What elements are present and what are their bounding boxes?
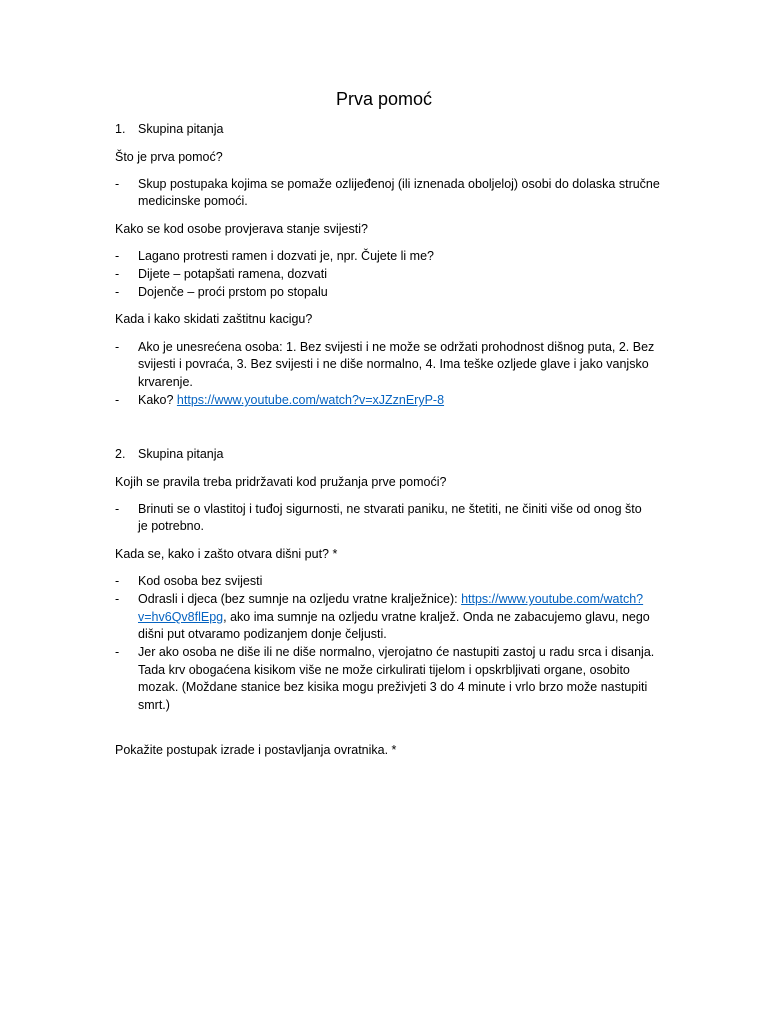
answer-line: Jer ako osoba ne diše ili ne diše normalno, vjerojatno će nastupiti zastoj u radu srca i disanja. xyxy=(138,645,655,659)
answer-line xyxy=(138,609,650,627)
answer-line xyxy=(138,392,444,410)
section-1-heading: Skupina pitanja xyxy=(138,122,224,136)
bullet-dash: - xyxy=(115,267,120,281)
youtube-link-continued[interactable]: v=hv6Qv8flEpg xyxy=(138,610,224,624)
question-2-2: Kada se, kako i zašto otvara dišni put? * xyxy=(115,547,338,561)
bullet-dash: - xyxy=(115,592,120,606)
answer-line: dišni put otvaramo podizanjem donje čeljusti. xyxy=(138,627,387,641)
answer-line: medicinske pomoći. xyxy=(138,194,248,208)
answer-line: Tada krv obogaćena kisikom više ne može cirkulirati tijelom i opskrbljivati organe, osobito xyxy=(138,663,630,677)
bullet-dash: - xyxy=(115,393,120,407)
list-item: Kod osoba bez svijesti xyxy=(138,574,263,588)
bullet-dash: - xyxy=(115,285,120,299)
answer-line: je potrebno. xyxy=(138,519,205,533)
bullet-dash: - xyxy=(115,645,120,659)
question-2-1: Kojih se pravila treba pridržavati kod pružanja prve pomoći? xyxy=(115,475,447,489)
bullet-dash: - xyxy=(115,249,120,263)
page-title: Prva pomoć xyxy=(335,89,433,109)
question-1-3: Kada i kako skidati zaštitnu kacigu? xyxy=(115,312,313,326)
answer-line: smrt.) xyxy=(138,698,170,712)
answer-line: Brinuti se o vlastitoj i tuđoj sigurnosti, ne stvarati paniku, ne štetiti, ne činiti više od onog što xyxy=(138,502,642,516)
youtube-link[interactable]: https://www.youtube.com/watch? xyxy=(461,592,644,606)
section-1-number: 1. xyxy=(115,122,126,136)
section-2-heading: Skupina pitanja xyxy=(138,447,224,461)
answer-line: svijesti i povraća, 3. Bez svijesti i ne diše normalno, 4. Ima teške ozljede glave i jako vanjsko xyxy=(138,357,649,371)
bullet-dash: - xyxy=(115,502,120,516)
list-item: Dijete – potapšati ramena, dozvati xyxy=(138,267,327,281)
bullet-dash: - xyxy=(115,340,120,354)
answer-line: Ako je unesrećena osoba: 1. Bez svijesti i ne može se održati prohodnost dišnog puta, 2. Bez xyxy=(138,340,655,354)
answer-prefix: Kako? xyxy=(138,393,177,407)
question-1-1: Što je prva pomoć? xyxy=(115,150,223,164)
answer-line xyxy=(138,591,643,609)
answer-line: mozak. (Moždane stanice bez kisika mogu preživjeti 3 do 4 minute i vrlo brzo može nastupiti xyxy=(138,680,648,694)
question-1-2: Kako se kod osobe provjerava stanje svijesti? xyxy=(115,222,368,236)
answer-line: Skup postupaka kojima se pomaže ozlijeđenoj (ili iznenada oboljeloj) osobi do dolaska stručne xyxy=(138,177,660,191)
section-2-number: 2. xyxy=(115,447,126,461)
list-item: Lagano protresti ramen i dozvati je, npr. Čujete li me? xyxy=(138,249,434,263)
question-2-3: Pokažite postupak izrade i postavljanja ovratnika. * xyxy=(115,743,397,757)
answer-prefix: Odrasli i djeca (bez sumnje na ozljedu vratne kralježnice): xyxy=(138,592,462,606)
answer-line: krvarenje. xyxy=(138,375,193,389)
answer-text: , ako ima sumnje na ozljedu vratne kraljež. Onda ne zabacujemo glavu, nego xyxy=(223,610,650,624)
bullet-dash: - xyxy=(115,177,120,191)
youtube-link[interactable]: https://www.youtube.com/watch?v=xJZznEryP-8 xyxy=(176,393,445,407)
bullet-dash: - xyxy=(115,574,120,588)
list-item: Dojenče – proći prstom po stopalu xyxy=(138,285,328,299)
